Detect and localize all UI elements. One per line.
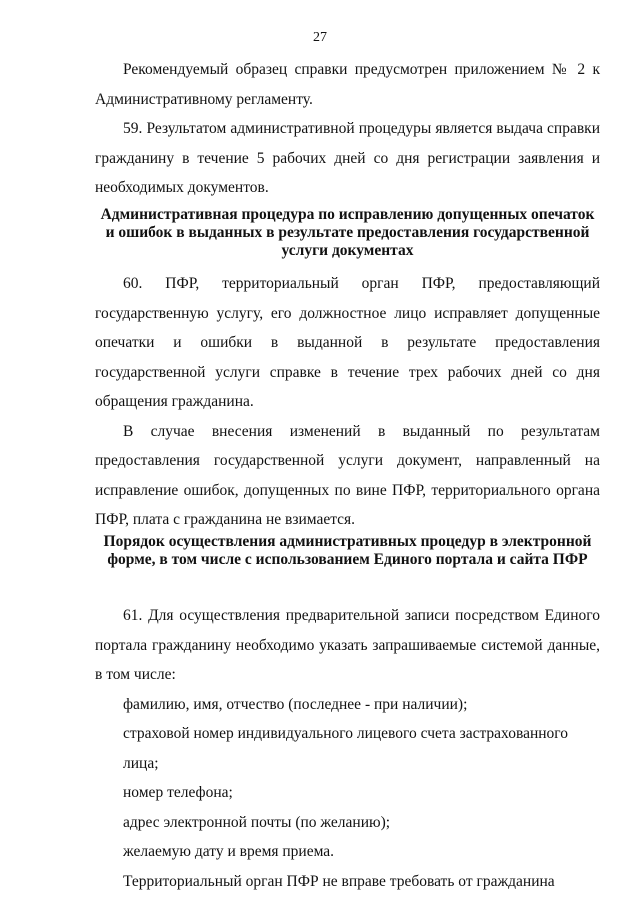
paragraph-sample-reference: Рекомендуемый образец справки предусмотрен приложением № 2 к Административному регламенту. — [95, 61, 600, 108]
page-number: 27 — [313, 30, 327, 45]
list-item: фамилию, имя, отчество (последнее - при наличии); — [123, 695, 468, 713]
list-item: страховой номер индивидуального лицевого счета застрахованного лица; — [123, 725, 569, 772]
section2-body — [95, 601, 600, 896]
section-heading-electronic: Порядок осуществления административных процедур в электронной форме, в том числе с использованием Единого портала и сайта ПФР — [103, 533, 592, 568]
list-item: номер телефона; — [123, 784, 233, 801]
paragraph-61: 61. Для осуществления предварительной записи посредством Единого портала гражданину необходимо указать запрашиваемые системой данные, в том числе: — [95, 607, 600, 683]
paragraph-closing: Территориальный орган ПФР не вправе требовать от гражданина — [123, 872, 555, 890]
section-heading-corrections: Административная процедура по исправлению допущенных опечаток и ошибок в выданных в результате предоставления государственной услуги документах — [100, 206, 595, 259]
required-data-list — [95, 690, 600, 867]
paragraph-changes: В случае внесения изменений в выданный по результатам предоставления государственной услуги документ, направленный на исправление ошибок, допущенных по вине ПФР, территориального органа ПФР, плата с гражданина не взимается. — [95, 422, 600, 528]
list-item: адрес электронной почты (по желанию); — [123, 813, 391, 831]
intro-block — [95, 55, 600, 203]
list-item: желаемую дату и время приема. — [123, 843, 335, 860]
paragraph-60: 60. ПФР, территориальный орган ПФР, предоставляющий государственную услугу, его должностное лицо исправляет допущенные опечатки и ошибки в выданной в результате предоставления государственной услуги справке в течение трех рабочих дней со дня обращения гражданина. — [95, 275, 600, 410]
section1-body — [95, 269, 600, 535]
paragraph-59: 59. Результатом административной процедуры является выдача справки гражданину в течение 5 рабочих дней со дня регистрации заявления и необходимых документов. — [95, 120, 600, 196]
